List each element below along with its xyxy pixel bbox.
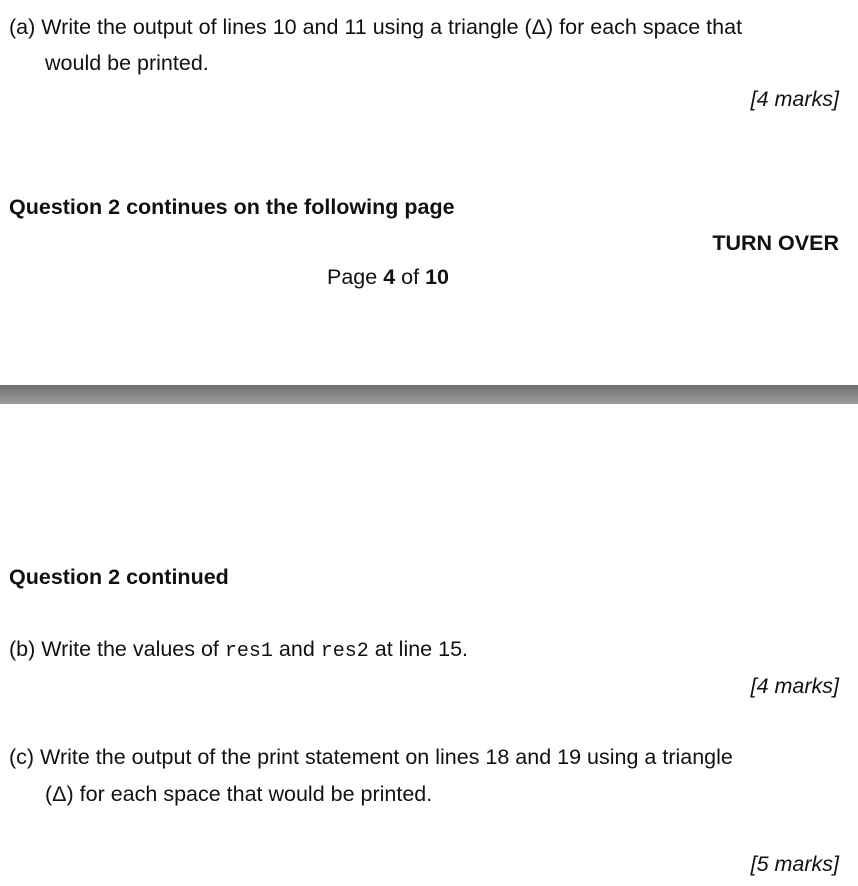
page-number [0, 259, 776, 296]
part-a-question-line2: would be printed. [45, 51, 209, 75]
code-var-res1: res1 [224, 640, 273, 663]
part-c-question-line2: (Δ) for each space that would be printed. [45, 782, 433, 806]
page-label: Page [327, 265, 378, 289]
continues-notice: Question 2 continues on the following page [9, 195, 455, 219]
part-a-question-line1: (a) Write the output of lines 10 and 11 using a triangle (Δ) for each space that [9, 15, 743, 39]
turn-over-label: TURN OVER [712, 231, 839, 255]
part-b-prefix: (b) Write the values of [9, 637, 219, 661]
page-separator [0, 385, 858, 404]
part-b-middle: and [278, 637, 315, 661]
part-a-marks: [4 marks] [750, 87, 839, 111]
question-header: Question 2 continued [9, 565, 229, 589]
part-c-question-line1: (c) Write the output of the print statement on lines 18 and 19 using a triangle [9, 745, 733, 769]
code-var-res2: res2 [320, 640, 369, 663]
part-c-marks: [5 marks] [750, 852, 839, 876]
page-current: 4 [383, 265, 396, 289]
page-total: 10 [425, 265, 449, 289]
part-b-marks: [4 marks] [750, 674, 839, 698]
page-of: of [401, 265, 420, 289]
part-b-suffix: at line 15. [374, 637, 468, 661]
part-b-question [9, 631, 468, 670]
